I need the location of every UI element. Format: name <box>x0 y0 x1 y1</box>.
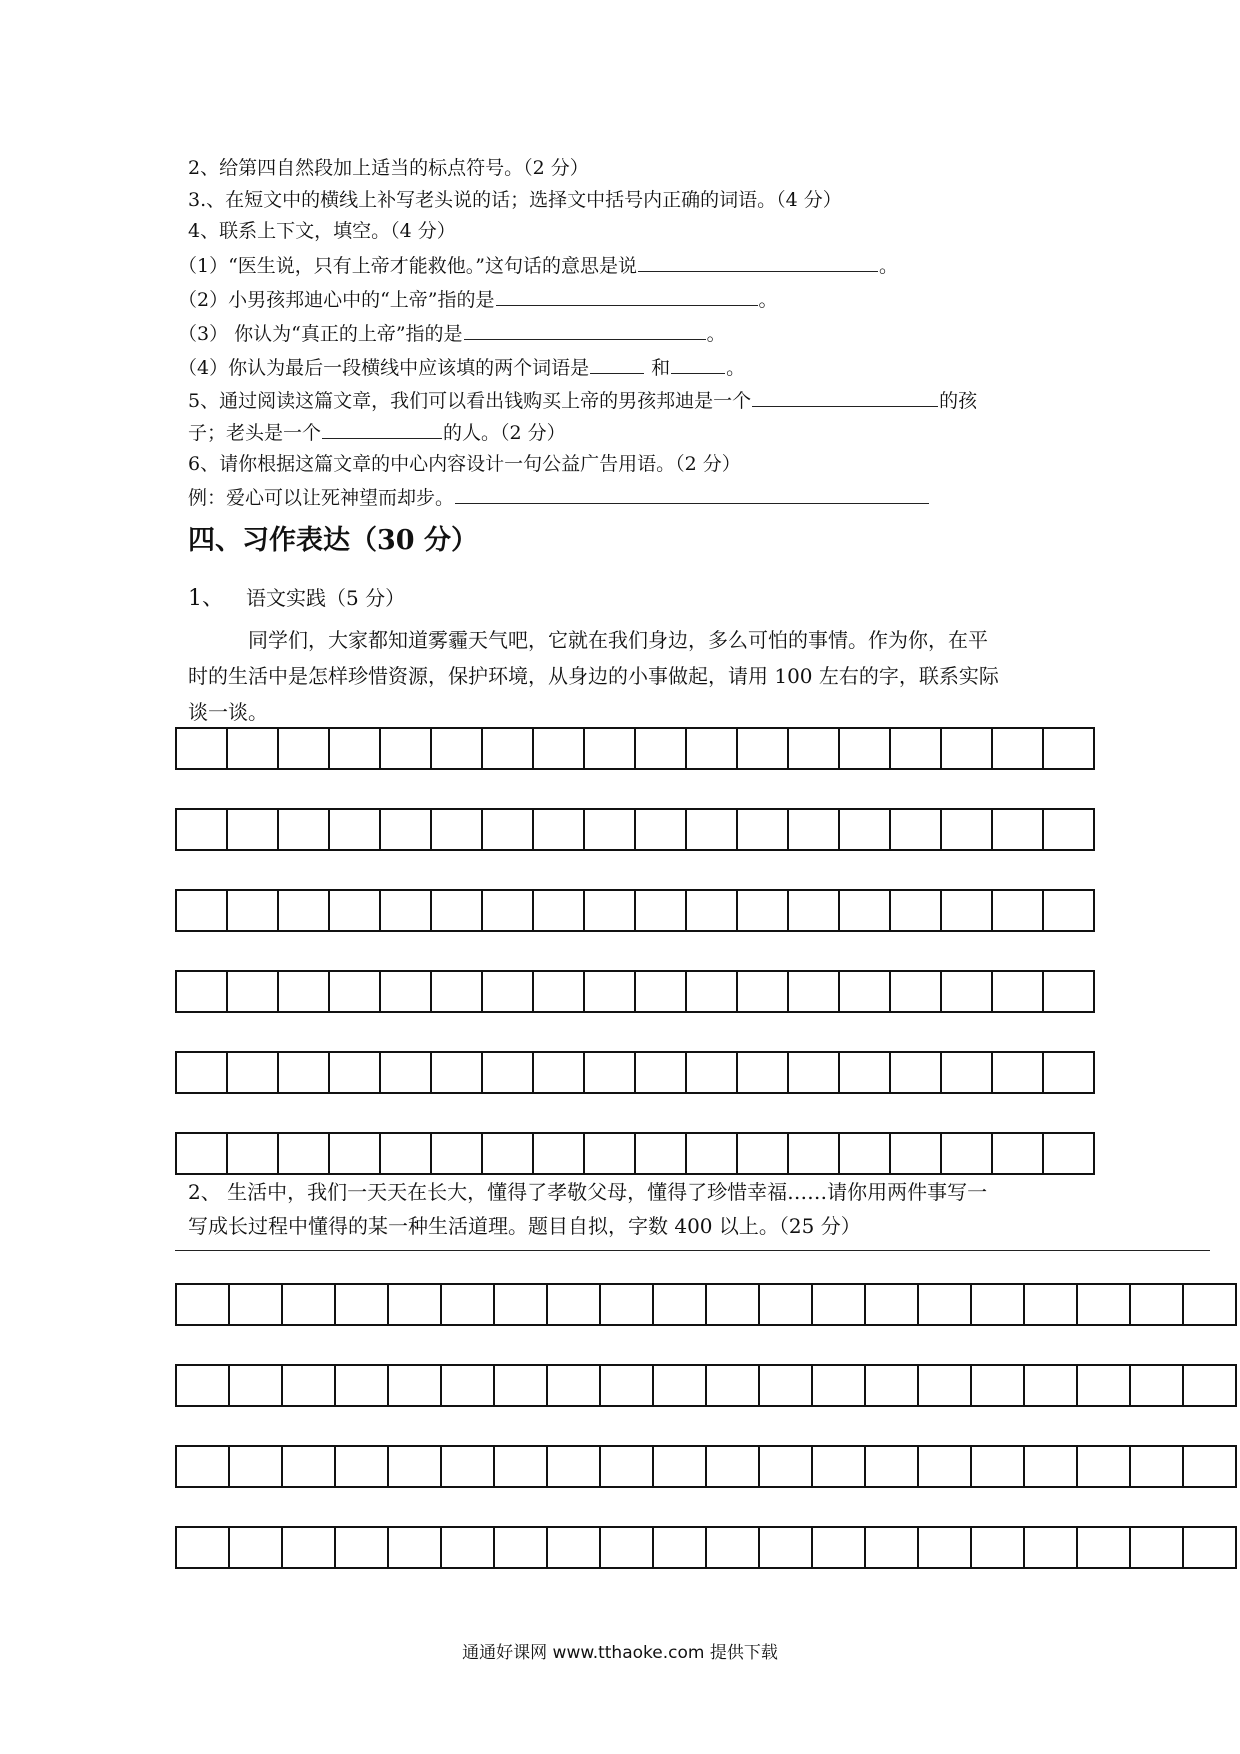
grid-cell[interactable] <box>277 808 330 851</box>
grid-cell[interactable] <box>705 1364 760 1407</box>
grid-cell[interactable] <box>583 1051 636 1094</box>
grid-cell[interactable] <box>228 1283 283 1326</box>
question-4-3 <box>178 321 726 346</box>
grid-cell[interactable] <box>1023 1283 1078 1326</box>
grid-cell[interactable] <box>532 1132 585 1175</box>
grid-cell[interactable] <box>1042 727 1095 770</box>
question-6-example <box>188 485 930 510</box>
page-footer: 通通好课网 www.tthaoke.com 提供下载 <box>462 1643 778 1663</box>
grid-cell[interactable] <box>493 1364 548 1407</box>
grid-cell[interactable] <box>334 1283 389 1326</box>
grid-cell[interactable] <box>226 970 279 1013</box>
grid-cell[interactable] <box>532 889 585 932</box>
grid-cell[interactable] <box>758 1283 813 1326</box>
grid-cell[interactable] <box>838 1132 891 1175</box>
grid-cell[interactable] <box>736 1132 789 1175</box>
grid-cell[interactable] <box>1042 970 1095 1013</box>
grid-cell[interactable] <box>787 727 840 770</box>
grid-cell[interactable] <box>1076 1445 1131 1488</box>
grid-cell[interactable] <box>481 889 534 932</box>
grid-cell[interactable] <box>1129 1445 1184 1488</box>
grid-cell[interactable] <box>277 970 330 1013</box>
question-4-3-end: 。 <box>706 323 726 345</box>
grid-cell[interactable] <box>226 1051 279 1094</box>
question-5-text-d: 的人。（2 分） <box>443 422 566 444</box>
question-6-example-text: 例：爱心可以让死神望而却步。 <box>188 487 455 509</box>
grid-cell[interactable] <box>583 889 636 932</box>
grid-cell[interactable] <box>481 727 534 770</box>
grid-cell[interactable] <box>387 1283 442 1326</box>
grid-cell[interactable] <box>583 1132 636 1175</box>
answer-blank[interactable] <box>752 388 938 407</box>
grid-cell[interactable] <box>281 1445 336 1488</box>
grid-cell[interactable] <box>634 1051 687 1094</box>
grid-cell[interactable] <box>811 1526 866 1569</box>
answer-blank[interactable] <box>322 420 442 439</box>
grid-cell[interactable] <box>685 1132 738 1175</box>
writing-grid-row <box>175 970 1095 1013</box>
grid-cell[interactable] <box>334 1526 389 1569</box>
grid-cell[interactable] <box>685 727 738 770</box>
grid-cell[interactable] <box>546 1526 601 1569</box>
task-1-number: 1、 <box>188 586 224 611</box>
grid-cell[interactable] <box>175 1283 230 1326</box>
grid-cell[interactable] <box>481 808 534 851</box>
task-1-title: 语文实践（5 分） <box>246 586 406 610</box>
grid-cell[interactable] <box>787 1051 840 1094</box>
grid-cell[interactable] <box>811 1283 866 1326</box>
grid-cell[interactable] <box>736 808 789 851</box>
question-5-line-1 <box>188 388 977 413</box>
grid-cell[interactable] <box>1182 1364 1237 1407</box>
grid-cell[interactable] <box>532 970 585 1013</box>
grid-cell[interactable] <box>685 889 738 932</box>
grid-cell[interactable] <box>481 1132 534 1175</box>
grid-cell[interactable] <box>1042 808 1095 851</box>
grid-cell[interactable] <box>583 808 636 851</box>
question-4-4 <box>178 355 745 380</box>
grid-cell[interactable] <box>787 889 840 932</box>
question-5-text: 5、通过阅读这篇文章，我们可以看出钱购买上帝的男孩邦迪是一个 <box>188 390 752 412</box>
grid-cell[interactable] <box>991 1051 1044 1094</box>
grid-cell[interactable] <box>387 1526 442 1569</box>
section-heading: 四、习作表达（30 分） <box>188 525 478 556</box>
grid-cell[interactable] <box>889 970 942 1013</box>
grid-cell[interactable] <box>1076 1526 1131 1569</box>
grid-cell[interactable] <box>991 1132 1044 1175</box>
grid-cell[interactable] <box>864 1364 919 1407</box>
writing-grid-row <box>175 727 1095 770</box>
grid-cell[interactable] <box>175 970 228 1013</box>
grid-cell[interactable] <box>583 970 636 1013</box>
grid-cell[interactable] <box>652 1526 707 1569</box>
grid-cell[interactable] <box>970 1364 1025 1407</box>
grid-cell[interactable] <box>175 1364 230 1407</box>
grid-cell[interactable] <box>583 727 636 770</box>
grid-cell[interactable] <box>228 1364 283 1407</box>
grid-cell[interactable] <box>1076 1283 1131 1326</box>
grid-cell[interactable] <box>1042 1051 1095 1094</box>
grid-cell[interactable] <box>379 1132 432 1175</box>
grid-cell[interactable] <box>532 808 585 851</box>
grid-cell[interactable] <box>228 1526 283 1569</box>
grid-cell[interactable] <box>634 727 687 770</box>
grid-cell[interactable] <box>387 1445 442 1488</box>
grid-cell[interactable] <box>440 1526 495 1569</box>
grid-cell[interactable] <box>634 970 687 1013</box>
question-6: 6、请你根据这篇文章的中心内容设计一句公益广告用语。（2 分） <box>188 453 741 475</box>
question-5-line-2 <box>188 420 566 445</box>
grid-cell[interactable] <box>1042 1132 1095 1175</box>
grid-cell[interactable] <box>838 727 891 770</box>
grid-cell[interactable] <box>1129 1364 1184 1407</box>
grid-cell[interactable] <box>685 970 738 1013</box>
grid-cell[interactable] <box>532 1051 585 1094</box>
question-3: 3.、在短文中的横线上补写老头说的话；选择文中括号内正确的词语。（4 分） <box>188 189 842 211</box>
grid-cell[interactable] <box>940 970 993 1013</box>
grid-cell[interactable] <box>917 1445 972 1488</box>
question-4-1 <box>178 253 898 278</box>
writing-grid-row <box>175 1283 1237 1326</box>
grid-cell[interactable] <box>634 808 687 851</box>
grid-cell[interactable] <box>599 1283 654 1326</box>
grid-cell[interactable] <box>334 1364 389 1407</box>
grid-cell[interactable] <box>493 1526 548 1569</box>
grid-cell[interactable] <box>1182 1283 1237 1326</box>
grid-cell[interactable] <box>430 970 483 1013</box>
grid-cell[interactable] <box>328 889 381 932</box>
grid-cell[interactable] <box>864 1445 919 1488</box>
grid-cell[interactable] <box>889 1132 942 1175</box>
task-2-line-1: 2、 生活中，我们一天天在长大，懂得了孝敬父母，懂得了珍惜幸福……请你用两件事写一 <box>188 1180 988 1204</box>
grid-cell[interactable] <box>277 889 330 932</box>
grid-cell[interactable] <box>940 1051 993 1094</box>
grid-cell[interactable] <box>226 808 279 851</box>
grid-cell[interactable] <box>940 889 993 932</box>
divider-line <box>175 1250 1210 1251</box>
question-5-text-b: 的孩 <box>939 390 978 412</box>
grid-cell[interactable] <box>705 1445 760 1488</box>
grid-cell[interactable] <box>532 727 585 770</box>
question-5-text-c: 子；老头是一个 <box>188 422 322 444</box>
grid-cell[interactable] <box>758 1445 813 1488</box>
answer-blank[interactable] <box>590 355 644 374</box>
grid-cell[interactable] <box>917 1364 972 1407</box>
grid-cell[interactable] <box>1023 1526 1078 1569</box>
grid-cell[interactable] <box>226 1132 279 1175</box>
grid-cell[interactable] <box>481 970 534 1013</box>
grid-cell[interactable] <box>838 808 891 851</box>
grid-cell[interactable] <box>1182 1445 1237 1488</box>
grid-cell[interactable] <box>175 808 228 851</box>
grid-cell[interactable] <box>430 808 483 851</box>
grid-cell[interactable] <box>1023 1445 1078 1488</box>
grid-cell[interactable] <box>634 1132 687 1175</box>
grid-cell[interactable] <box>1042 889 1095 932</box>
grid-cell[interactable] <box>940 727 993 770</box>
grid-cell[interactable] <box>838 1051 891 1094</box>
grid-cell[interactable] <box>652 1283 707 1326</box>
grid-cell[interactable] <box>652 1364 707 1407</box>
writing-grid-row <box>175 1445 1237 1488</box>
grid-cell[interactable] <box>917 1283 972 1326</box>
grid-cell[interactable] <box>546 1445 601 1488</box>
task-1-paragraph-line-3: 谈一谈。 <box>188 700 268 724</box>
grid-cell[interactable] <box>481 1051 534 1094</box>
grid-cell[interactable] <box>917 1526 972 1569</box>
grid-cell[interactable] <box>889 808 942 851</box>
question-4-4-end: 。 <box>726 357 746 379</box>
grid-cell[interactable] <box>991 727 1044 770</box>
grid-cell[interactable] <box>940 808 993 851</box>
grid-cell[interactable] <box>546 1283 601 1326</box>
grid-cell[interactable] <box>328 808 381 851</box>
grid-cell[interactable] <box>838 889 891 932</box>
grid-cell[interactable] <box>940 1132 993 1175</box>
grid-cell[interactable] <box>634 889 687 932</box>
grid-cell[interactable] <box>736 727 789 770</box>
grid-cell[interactable] <box>685 1051 738 1094</box>
grid-cell[interactable] <box>758 1364 813 1407</box>
grid-cell[interactable] <box>705 1526 760 1569</box>
grid-cell[interactable] <box>889 1051 942 1094</box>
grid-cell[interactable] <box>334 1445 389 1488</box>
grid-cell[interactable] <box>493 1283 548 1326</box>
grid-cell[interactable] <box>440 1445 495 1488</box>
grid-cell[interactable] <box>228 1445 283 1488</box>
grid-cell[interactable] <box>430 1051 483 1094</box>
grid-cell[interactable] <box>685 808 738 851</box>
grid-cell[interactable] <box>838 970 891 1013</box>
grid-cell[interactable] <box>736 1051 789 1094</box>
grid-cell[interactable] <box>379 727 432 770</box>
grid-cell[interactable] <box>430 1132 483 1175</box>
grid-cell[interactable] <box>175 727 228 770</box>
grid-cell[interactable] <box>281 1526 336 1569</box>
grid-cell[interactable] <box>226 727 279 770</box>
grid-cell[interactable] <box>387 1364 442 1407</box>
grid-cell[interactable] <box>991 889 1044 932</box>
grid-cell[interactable] <box>787 808 840 851</box>
grid-cell[interactable] <box>328 1051 381 1094</box>
answer-blank[interactable] <box>464 321 706 340</box>
task-1-paragraph-line-2: 时的生活中是怎样珍惜资源，保护环境，从身边的小事做起，请用 100 左右的字，联系实际 <box>188 664 999 688</box>
task-1-title-line <box>188 586 405 611</box>
question-4-4-and: 和 <box>645 357 671 379</box>
grid-cell[interactable] <box>379 970 432 1013</box>
task-2-line-2: 写成长过程中懂得的某一种生活道理。题目自拟，字数 400 以上。（25 分） <box>188 1214 861 1238</box>
writing-grid-row <box>175 1526 1237 1569</box>
grid-cell[interactable] <box>175 1051 228 1094</box>
grid-cell[interactable] <box>277 1051 330 1094</box>
question-4-2-text: （2）小男孩邦迪心中的“上帝”指的是 <box>178 289 495 311</box>
writing-grid-row <box>175 1132 1095 1175</box>
grid-cell[interactable] <box>440 1364 495 1407</box>
grid-cell[interactable] <box>1076 1364 1131 1407</box>
grid-cell[interactable] <box>175 889 228 932</box>
question-4-2 <box>178 287 778 312</box>
grid-cell[interactable] <box>599 1364 654 1407</box>
grid-cell[interactable] <box>599 1526 654 1569</box>
writing-grid-row <box>175 889 1095 932</box>
grid-cell[interactable] <box>493 1445 548 1488</box>
grid-cell[interactable] <box>328 1132 381 1175</box>
grid-cell[interactable] <box>889 889 942 932</box>
grid-cell[interactable] <box>970 1445 1025 1488</box>
grid-cell[interactable] <box>328 727 381 770</box>
grid-cell[interactable] <box>440 1283 495 1326</box>
grid-cell[interactable] <box>787 1132 840 1175</box>
grid-cell[interactable] <box>546 1364 601 1407</box>
answer-blank[interactable] <box>496 287 758 306</box>
grid-cell[interactable] <box>175 1132 228 1175</box>
task-1-paragraph-line-1: 同学们，大家都知道雾霾天气吧，它就在我们身边，多么可怕的事情。作为你，在平 <box>248 628 988 652</box>
grid-cell[interactable] <box>430 727 483 770</box>
grid-cell[interactable] <box>599 1445 654 1488</box>
question-2: 2、给第四自然段加上适当的标点符号。（2 分） <box>188 157 589 179</box>
grid-cell[interactable] <box>864 1526 919 1569</box>
grid-cell[interactable] <box>652 1445 707 1488</box>
question-4-1-end: 。 <box>879 255 899 277</box>
grid-cell[interactable] <box>430 889 483 932</box>
grid-cell[interactable] <box>811 1445 866 1488</box>
grid-cell[interactable] <box>970 1526 1025 1569</box>
grid-cell[interactable] <box>864 1283 919 1326</box>
grid-cell[interactable] <box>175 1526 230 1569</box>
answer-blank[interactable] <box>638 253 878 272</box>
grid-cell[interactable] <box>991 808 1044 851</box>
grid-cell[interactable] <box>705 1283 760 1326</box>
question-4: 4、联系上下文，填空。（4 分） <box>188 220 456 242</box>
grid-cell[interactable] <box>226 889 279 932</box>
grid-cell[interactable] <box>787 970 840 1013</box>
grid-cell[interactable] <box>379 808 432 851</box>
grid-cell[interactable] <box>1182 1526 1237 1569</box>
grid-cell[interactable] <box>970 1283 1025 1326</box>
grid-cell[interactable] <box>1129 1526 1184 1569</box>
grid-cell[interactable] <box>281 1364 336 1407</box>
grid-cell[interactable] <box>379 889 432 932</box>
grid-cell[interactable] <box>281 1283 336 1326</box>
grid-cell[interactable] <box>277 727 330 770</box>
question-4-1-text: （1）“医生说，只有上帝才能救他。”这句话的意思是说 <box>178 255 638 277</box>
grid-cell[interactable] <box>328 970 381 1013</box>
grid-cell[interactable] <box>736 970 789 1013</box>
grid-cell[interactable] <box>277 1132 330 1175</box>
answer-blank[interactable] <box>671 355 725 374</box>
writing-grid-row <box>175 1051 1095 1094</box>
grid-cell[interactable] <box>1023 1364 1078 1407</box>
grid-cell[interactable] <box>736 889 789 932</box>
grid-cell[interactable] <box>991 970 1044 1013</box>
question-4-2-end: 。 <box>758 289 778 311</box>
writing-grid-row <box>175 808 1095 851</box>
grid-cell[interactable] <box>811 1364 866 1407</box>
writing-grid-row <box>175 1364 1237 1407</box>
grid-cell[interactable] <box>758 1526 813 1569</box>
grid-cell[interactable] <box>889 727 942 770</box>
grid-cell[interactable] <box>379 1051 432 1094</box>
grid-cell[interactable] <box>175 1445 230 1488</box>
grid-cell[interactable] <box>1129 1283 1184 1326</box>
question-4-3-text: （3） 你认为“真正的上帝”指的是 <box>178 323 463 345</box>
answer-blank[interactable] <box>455 485 929 504</box>
question-4-4-text: （4）你认为最后一段横线中应该填的两个词语是 <box>178 357 590 379</box>
